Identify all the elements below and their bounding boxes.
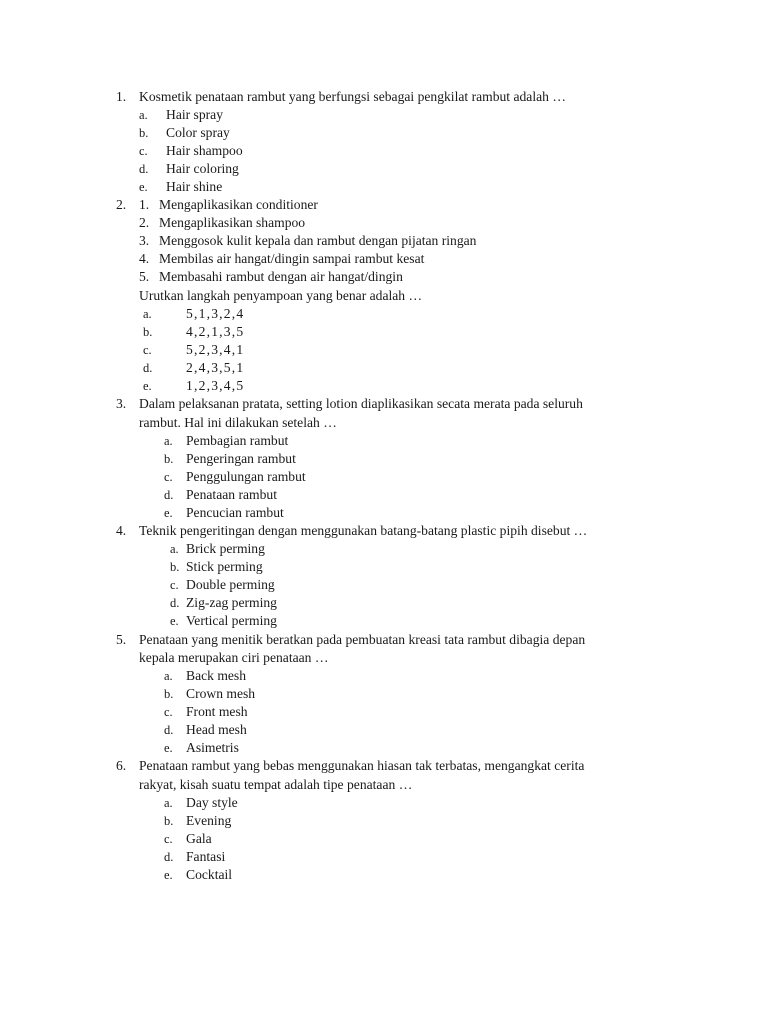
option-text: Gala	[186, 831, 212, 846]
option-label: e.	[164, 868, 173, 882]
option-label: b.	[170, 560, 180, 574]
option-label: b.	[164, 452, 174, 466]
option-text: Pencucian rambut	[186, 505, 284, 520]
option-text: Brick perming	[186, 541, 265, 556]
question-number: 3.	[116, 396, 127, 411]
option-item	[0, 432, 768, 450]
option-label: a.	[164, 434, 173, 448]
option-item	[0, 468, 768, 486]
option-label: a.	[170, 542, 179, 556]
question-number: 4.	[116, 523, 127, 538]
option-text: Hair shampoo	[166, 143, 243, 158]
step-text: Mengaplikasikan conditioner	[159, 197, 318, 212]
option-item	[0, 576, 768, 594]
option-item	[0, 830, 768, 848]
question-1	[0, 88, 768, 106]
option-text: 4,2,1,3,5	[186, 324, 245, 339]
option-text: Front mesh	[186, 704, 248, 719]
question-text: Kosmetik penataan rambut yang berfungsi sebagai pengkilat rambut adalah …	[139, 89, 566, 104]
option-item	[0, 848, 768, 866]
step-text: Menggosok kulit kepala dan rambut dengan pijatan ringan	[159, 233, 477, 248]
question-4	[0, 522, 768, 540]
question-3	[0, 395, 768, 413]
option-item	[0, 377, 768, 395]
option-label: c.	[164, 705, 173, 719]
option-label: d.	[164, 850, 174, 864]
option-text: Hair coloring	[166, 161, 239, 176]
question-text-line	[0, 414, 768, 432]
option-text: Day style	[186, 795, 238, 810]
option-label: e.	[143, 379, 152, 393]
option-text: Zig-zag perming	[186, 595, 277, 610]
option-text: Asimetris	[186, 740, 239, 755]
question-text-line	[0, 776, 768, 794]
option-label: e.	[164, 506, 173, 520]
option-label: e.	[164, 741, 173, 755]
option-text: 2,4,3,5,1	[186, 360, 245, 375]
option-item	[0, 667, 768, 685]
option-text: 5,1,3,2,4	[186, 306, 245, 321]
option-label: c.	[170, 578, 179, 592]
step-item	[0, 214, 768, 232]
option-text: Color spray	[166, 125, 230, 140]
option-item	[0, 739, 768, 757]
question-2	[0, 196, 768, 214]
option-label: a.	[164, 669, 173, 683]
step-item	[0, 250, 768, 268]
option-label: d.	[139, 162, 149, 176]
option-text: Back mesh	[186, 668, 247, 683]
option-text: Vertical perming	[186, 613, 277, 628]
option-label: d.	[164, 723, 174, 737]
option-item	[0, 486, 768, 504]
option-item	[0, 142, 768, 160]
option-label: e.	[139, 180, 148, 194]
option-item	[0, 106, 768, 124]
option-text: Crown mesh	[186, 686, 256, 701]
option-label: a.	[164, 796, 173, 810]
step-item	[0, 232, 768, 250]
option-item	[0, 721, 768, 739]
option-label: c.	[164, 832, 173, 846]
step-number: 4.	[139, 251, 150, 266]
question-6	[0, 757, 768, 775]
option-text: Penggulungan rambut	[186, 469, 306, 484]
question-text: Penataan yang menitik beratkan pada pembuatan kreasi tata rambut dibagia depan	[139, 632, 586, 647]
option-label: b.	[164, 687, 174, 701]
option-label: c.	[143, 343, 152, 357]
option-label: a.	[143, 307, 152, 321]
option-label: d.	[170, 596, 180, 610]
option-label: d.	[164, 488, 174, 502]
step-number: 5.	[139, 269, 150, 284]
option-text: 1,2,3,4,5	[186, 378, 245, 393]
step-item	[0, 268, 768, 286]
question-number: 2.	[116, 197, 127, 212]
step-number: 1.	[139, 197, 150, 212]
option-item	[0, 160, 768, 178]
question-text: rakyat, kisah suatu tempat adalah tipe penataan …	[139, 777, 413, 792]
option-text: Fantasi	[186, 849, 226, 864]
option-text: Pembagian rambut	[186, 433, 289, 448]
option-item	[0, 812, 768, 830]
option-item	[0, 359, 768, 377]
option-text: Head mesh	[186, 722, 247, 737]
option-label: d.	[143, 361, 153, 375]
option-text: Stick perming	[186, 559, 263, 574]
question-text: Urutkan langkah penyampoan yang benar adalah …	[139, 288, 423, 303]
question-number: 5.	[116, 632, 127, 647]
option-item	[0, 450, 768, 468]
step-text: Membasahi rambut dengan air hangat/dingin	[159, 269, 403, 284]
option-item	[0, 866, 768, 884]
option-label: a.	[139, 108, 148, 122]
question-text: kepala merupakan ciri penataan …	[139, 650, 329, 665]
option-item	[0, 540, 768, 558]
option-label: c.	[139, 144, 148, 158]
option-label: c.	[164, 470, 173, 484]
option-item	[0, 794, 768, 812]
option-item	[0, 178, 768, 196]
step-number: 3.	[139, 233, 150, 248]
option-text: Pengeringan rambut	[186, 451, 296, 466]
question-text: Dalam pelaksanan pratata, setting lotion diaplikasikan secata merata pada seluruh	[139, 396, 583, 411]
option-item	[0, 124, 768, 142]
question-text: rambut. Hal ini dilakukan setelah …	[139, 415, 337, 430]
option-item	[0, 305, 768, 323]
option-label: b.	[164, 814, 174, 828]
step-text: Membilas air hangat/dingin sampai rambut kesat	[159, 251, 425, 266]
step-number: 2.	[139, 215, 150, 230]
option-item	[0, 323, 768, 341]
question-text: Penataan rambut yang bebas menggunakan hiasan tak terbatas, mengangkat cerita	[139, 758, 585, 773]
option-text: Double perming	[186, 577, 275, 592]
option-item	[0, 504, 768, 522]
option-item	[0, 341, 768, 359]
option-item	[0, 612, 768, 630]
option-item	[0, 685, 768, 703]
option-text: Evening	[186, 813, 232, 828]
option-label: b.	[143, 325, 153, 339]
option-text: Penataan rambut	[186, 487, 277, 502]
option-label: e.	[170, 614, 179, 628]
option-item	[0, 594, 768, 612]
option-text: Hair spray	[166, 107, 223, 122]
question-number: 1.	[116, 89, 127, 104]
option-item	[0, 703, 768, 721]
option-item	[0, 558, 768, 576]
option-label: b.	[139, 126, 149, 140]
question-text-line	[0, 649, 768, 667]
option-text: Cocktail	[186, 867, 233, 882]
question-text-line	[0, 287, 768, 305]
question-number: 6.	[116, 758, 127, 773]
step-text: Mengaplikasikan shampoo	[159, 215, 306, 230]
question-text: Teknik pengeritingan dengan menggunakan batang-batang plastic pipih disebut …	[139, 523, 588, 538]
question-5	[0, 631, 768, 649]
option-text: 5,2,3,4,1	[186, 342, 245, 357]
option-text: Hair shine	[166, 179, 223, 194]
